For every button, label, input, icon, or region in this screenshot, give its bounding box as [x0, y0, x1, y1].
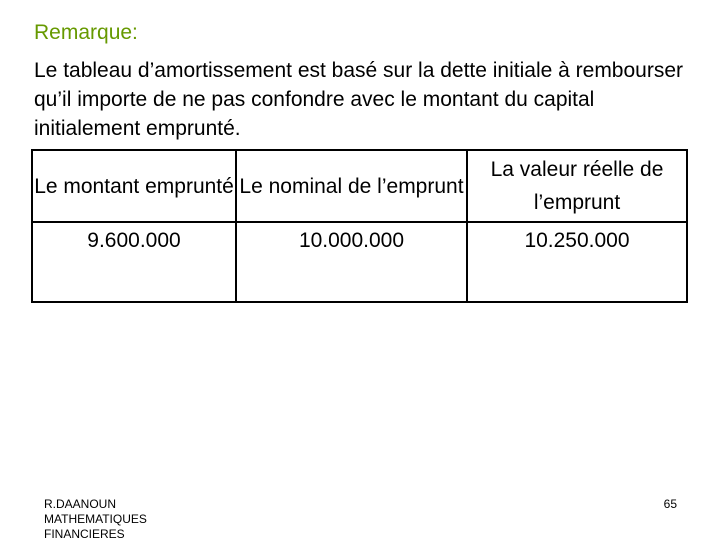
value-real-value-loan: 10.250.000 [467, 222, 687, 302]
footer-author-line: FINANCIERES [44, 527, 125, 540]
page-number: 65 [663, 497, 677, 511]
footer-author-line: MATHEMATIQUES [44, 512, 147, 526]
header-borrowed-amount: Le montant emprunté [32, 150, 236, 222]
header-real-value-loan: La valeur réelle de l’emprunt [467, 150, 687, 222]
footer-author-line: R.DAANOUN [44, 497, 117, 511]
value-nominal-loan: 10.000.000 [236, 222, 467, 302]
header-nominal-loan: Le nominal de l’emprunt [236, 150, 467, 222]
remark-title: Remarque: [34, 21, 138, 44]
table-header-row [32, 150, 687, 222]
value-borrowed-amount: 9.600.000 [32, 222, 236, 302]
footer-author [44, 497, 147, 540]
table-value-row [32, 222, 687, 302]
remark-text: Le tableau d’amortissement est basé sur la dette initiale à rembourser qu’il importe de ne pas confondre avec le montant du capital initialement emprunté. [34, 59, 684, 140]
amortization-comparison-table [31, 149, 688, 303]
